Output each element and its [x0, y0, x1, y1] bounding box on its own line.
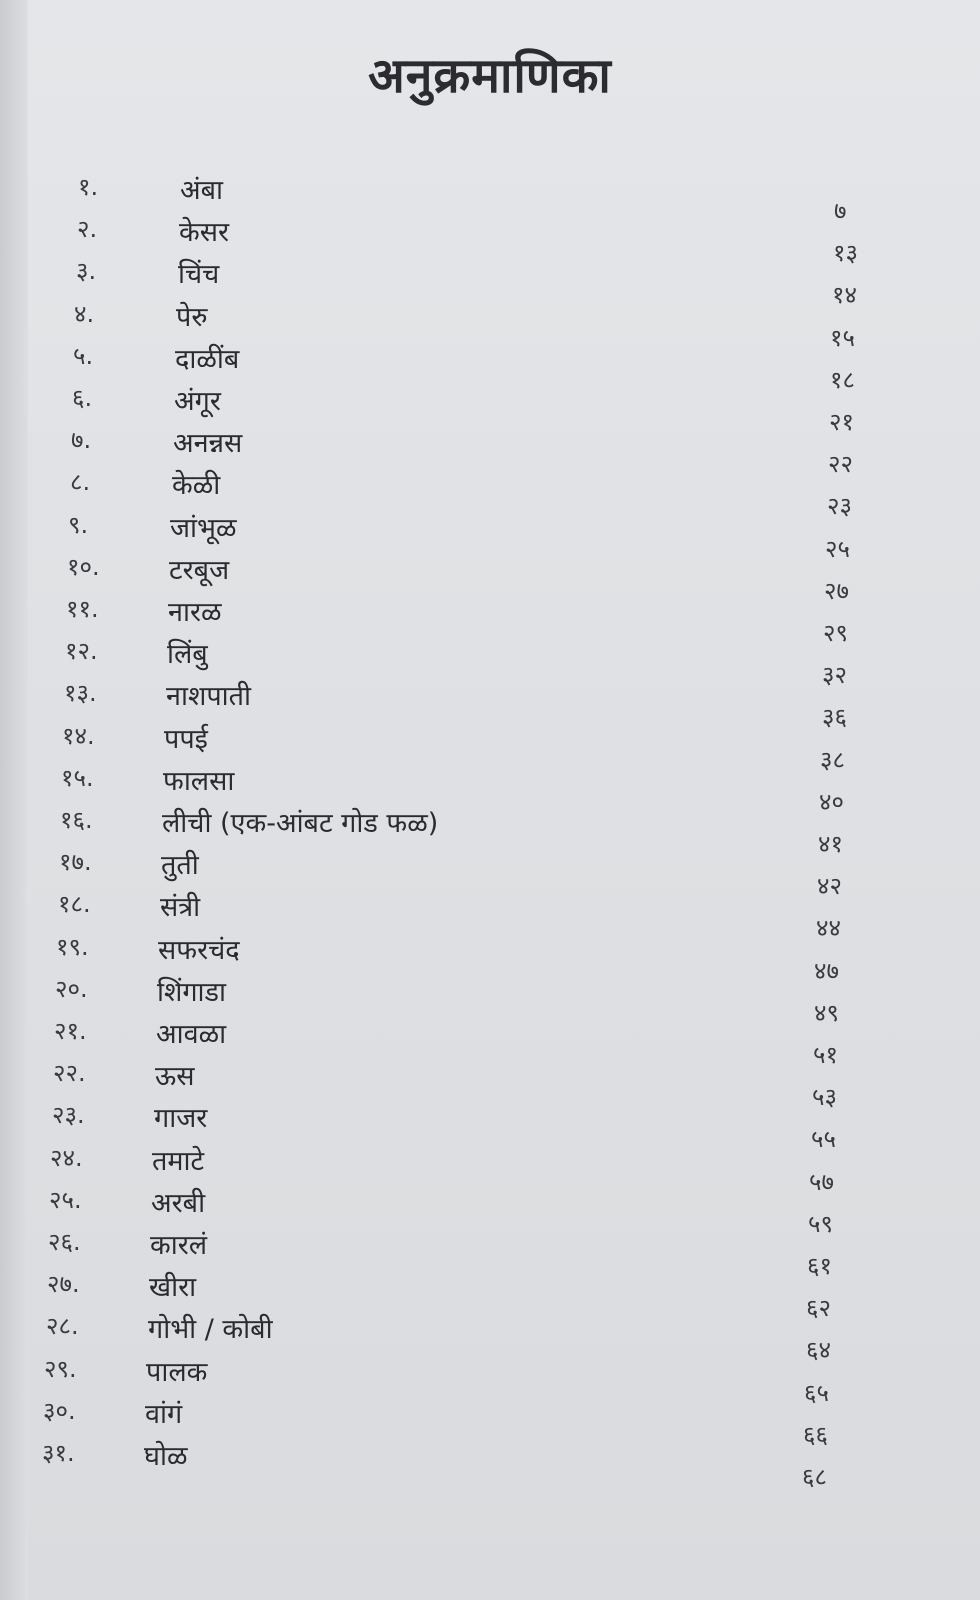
- toc-entry-number: २८.: [46, 1312, 79, 1340]
- toc-entry-title: सफरचंद: [158, 935, 240, 966]
- toc-entry-page: ४२: [817, 872, 842, 900]
- toc-entry-page: २७: [824, 577, 849, 605]
- toc-entry-number: २४.: [50, 1144, 83, 1172]
- toc-entry-title: नारळ: [168, 597, 222, 628]
- toc-row: [43, 1394, 863, 1449]
- toc-entry-page: ३२: [822, 661, 847, 689]
- toc-entry-page: ५१: [813, 1041, 838, 1069]
- toc-row: [42, 1436, 862, 1491]
- toc-entry-page: ६२: [806, 1294, 831, 1322]
- toc-row: [65, 634, 885, 689]
- toc-entry-page: ५३: [812, 1083, 837, 1111]
- toc-entry-number: १.: [78, 173, 99, 201]
- toc-entry-page: ४०: [819, 788, 844, 816]
- toc-entry-number: २१.: [54, 1017, 87, 1045]
- toc-row: [47, 1267, 867, 1322]
- toc-row: [55, 972, 875, 1027]
- toc-entry-page: ४१: [818, 830, 843, 858]
- toc-entry-title: अरबी: [151, 1188, 206, 1219]
- toc-row: [50, 1141, 870, 1196]
- toc-row: [58, 887, 878, 942]
- toc-entry-page: २१: [829, 408, 854, 436]
- toc-entry-title: चिंच: [178, 259, 220, 290]
- toc-row: [61, 761, 881, 816]
- toc-entry-number: २२.: [53, 1059, 86, 1087]
- toc-row: [52, 1098, 872, 1153]
- toc-entry-title: अंबा: [180, 175, 224, 206]
- toc-entry-number: २७.: [47, 1270, 80, 1298]
- toc-entry-number: ९.: [68, 511, 89, 539]
- toc-entry-page: १५: [830, 324, 855, 352]
- toc-entry-title: पेरु: [176, 302, 208, 333]
- toc-entry-page: ३८: [820, 746, 845, 774]
- toc-entry-title: गाजर: [154, 1103, 208, 1134]
- toc-entry-page: २३: [827, 492, 852, 520]
- toc-entry-title: कारलं: [150, 1230, 208, 1261]
- toc-row: [67, 550, 887, 605]
- toc-entry-number: ३१.: [42, 1439, 75, 1467]
- toc-entry-number: ६.: [72, 384, 93, 412]
- toc-entry-title: टरबूज: [169, 555, 230, 586]
- toc-row: [78, 170, 898, 225]
- toc-entry-title: जांभूळ: [170, 513, 237, 544]
- toc-entry-number: २६.: [48, 1228, 81, 1256]
- toc-entry-page: १४: [832, 281, 857, 309]
- toc-row: [71, 423, 891, 478]
- toc-entry-title: लिंबु: [167, 639, 208, 670]
- toc-entry-number: ८.: [70, 468, 91, 496]
- toc-row: [64, 676, 884, 731]
- toc-entry-title: अंगूर: [174, 386, 221, 417]
- toc-entry-title: ऊस: [155, 1061, 195, 1092]
- toc-entry-page: ५७: [809, 1168, 834, 1196]
- toc-row: [60, 803, 880, 858]
- toc-row: [77, 212, 897, 267]
- toc-entry-number: २३.: [52, 1101, 85, 1129]
- toc-entry-title: खीरा: [149, 1272, 197, 1303]
- toc-entry-number: १४.: [62, 722, 95, 750]
- toc-entry-number: १२.: [65, 637, 98, 665]
- toc-entry-number: ११.: [66, 595, 99, 623]
- toc-entry-title: फालसा: [163, 766, 235, 797]
- toc-entry-number: ४.: [74, 300, 95, 328]
- toc-entry-number: ७.: [71, 426, 92, 454]
- toc-entry-title: गोभी / कोबी: [148, 1314, 273, 1345]
- toc-entry-title: तुती: [161, 850, 199, 881]
- toc-entry-page: ४७: [814, 957, 839, 985]
- toc-entry-title: केसर: [179, 217, 230, 248]
- toc-entry-number: ५.: [73, 342, 94, 370]
- toc-entry-page: २९: [823, 619, 848, 647]
- toc-entry-page: ६८: [802, 1463, 827, 1491]
- toc-entry-page: २२: [828, 450, 853, 478]
- toc-entry-title: पालक: [146, 1357, 208, 1388]
- toc-entry-page: ४९: [814, 999, 839, 1027]
- toc-entry-title: वांगं: [145, 1399, 183, 1430]
- toc-entry-page: ७: [834, 197, 847, 225]
- toc-entry-page: १८: [830, 366, 855, 394]
- toc-row: [76, 254, 896, 309]
- toc-entry-page: ४४: [816, 914, 841, 942]
- toc-entry-page: ३६: [822, 703, 847, 731]
- toc-entry-title: घोळ: [144, 1441, 188, 1472]
- toc-entry-number: ३०.: [43, 1397, 76, 1425]
- toc-entry-title: आवळा: [156, 1019, 227, 1050]
- toc-row: [48, 1225, 868, 1280]
- toc-entry-number: ३.: [76, 257, 97, 285]
- toc-entry-title: पपई: [164, 724, 208, 755]
- toc-entry-title: लीची (एक-आंबट गोड फळ): [162, 808, 439, 839]
- toc-row: [62, 719, 882, 774]
- page-binding-shadow: [0, 0, 28, 1600]
- toc-row: [68, 508, 888, 563]
- toc-row: [53, 1056, 873, 1111]
- toc-entry-number: १६.: [60, 806, 93, 834]
- page-title: अनुक्रमाणिका: [368, 48, 612, 104]
- toc-entry-number: १०.: [67, 553, 100, 581]
- toc-entry-page: ५९: [808, 1210, 833, 1238]
- toc-entry-title: नाशपाती: [166, 681, 252, 712]
- toc-entry-title: तमाटे: [152, 1146, 205, 1177]
- toc-entry-number: १५.: [61, 764, 94, 792]
- toc-row: [46, 1309, 866, 1364]
- toc-entry-page: ६६: [803, 1421, 828, 1449]
- toc-row: [72, 381, 892, 436]
- toc-row: [74, 297, 894, 352]
- toc-row: [70, 465, 890, 520]
- toc-row: [66, 592, 886, 647]
- toc-entry-number: १७.: [59, 848, 92, 876]
- toc-entry-title: शिंगाडा: [157, 977, 226, 1008]
- toc-entry-page: ६४: [806, 1336, 831, 1364]
- toc-entry-title: दाळींब: [175, 344, 240, 375]
- toc-row: [54, 1014, 874, 1069]
- toc-row: [59, 845, 879, 900]
- toc-row: [49, 1183, 869, 1238]
- toc-entry-number: २९.: [44, 1355, 77, 1383]
- toc-entry-page: २५: [825, 535, 850, 563]
- toc-entry-number: १३.: [64, 679, 97, 707]
- toc-entry-number: १९.: [56, 933, 89, 961]
- toc-entry-number: २५.: [49, 1186, 82, 1214]
- toc-entry-number: २.: [77, 215, 98, 243]
- toc-entry-page: १३: [833, 239, 858, 267]
- toc-row: [73, 339, 893, 394]
- toc-entry-number: २०.: [55, 975, 88, 1003]
- toc-entry-title: केळी: [172, 470, 221, 501]
- toc-entry-page: ६५: [804, 1379, 829, 1407]
- toc-entry-number: १८.: [58, 890, 91, 918]
- toc-entry-title: संत्री: [160, 892, 201, 923]
- toc-row: [44, 1352, 864, 1407]
- toc-entry-page: ५५: [811, 1125, 836, 1153]
- toc-row: [56, 930, 876, 985]
- toc-entry-title: अनन्नस: [173, 428, 243, 459]
- toc-entry-page: ६१: [807, 1252, 832, 1280]
